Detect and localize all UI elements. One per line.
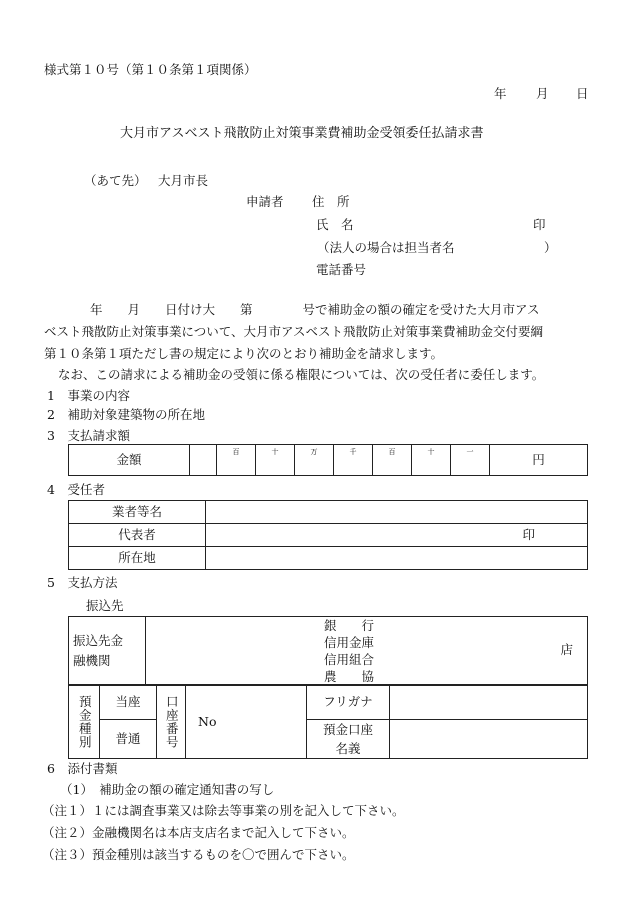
bank-label-line-1: 振込先金 <box>73 632 124 648</box>
amount-unit-ten-million[interactable]: 十 <box>256 445 295 476</box>
branch-label: 店 <box>560 642 573 657</box>
deposit-type-label: 預金種別 <box>69 686 100 759</box>
corporate-note-close: ） <box>544 240 557 255</box>
delegate-seal-mark: 印 <box>522 526 535 542</box>
bank-table <box>68 616 588 685</box>
attachment-item-1: （1） 補助金の額の確定通知書の写し <box>60 782 275 797</box>
applicant-name-label: 氏 名 <box>316 217 354 232</box>
bank-label-line-2: 融機関 <box>73 652 111 668</box>
delegate-table <box>68 500 588 570</box>
note-1: （注１）１には調査事業又は除去等事業の別を記入して下さい。 <box>42 803 405 818</box>
section-6-heading: 6 添付書類 <box>47 761 118 776</box>
amount-unit-one[interactable]: 一 <box>451 445 490 476</box>
section-4-heading: 4 受任者 <box>47 482 105 497</box>
amount-unit-ten-thousand[interactable]: 万 <box>295 445 334 476</box>
amount-unit-ten[interactable]: 十 <box>412 445 451 476</box>
amount-digit-cell[interactable] <box>190 445 217 476</box>
date-month: 月 <box>536 86 549 101</box>
account-table <box>68 685 588 759</box>
date-day: 日 <box>576 86 589 101</box>
amount-table <box>68 444 588 476</box>
amount-unit-hundred[interactable]: 百 <box>373 445 412 476</box>
deposit-type-current[interactable]: 当座 <box>100 686 157 720</box>
bank-type-ja: 農 協 <box>324 669 375 684</box>
body-paragraph-2: なお、この請求による補助金の受領に係る権限については、次の受任者に委任します。 <box>58 367 545 382</box>
body-line-1: 年 月 日付け大 第 号で補助金の額の確定を受けた大月市アス <box>90 302 540 317</box>
account-holder-label: 預金口座 名義 <box>307 720 390 759</box>
furigana-label: フリガナ <box>307 686 390 720</box>
account-number-label: 口座番号 <box>157 686 186 759</box>
deposit-type-ordinary[interactable]: 普通 <box>100 720 157 759</box>
bank-type-bank: 銀 行 <box>324 618 375 633</box>
form-number: 様式第１０号（第１０条第１項関係） <box>44 62 257 77</box>
delegate-representative-label: 代表者 <box>69 524 206 547</box>
body-line-3: 第１０条第１項ただし書の規定により次のとおり補助金を請求します。 <box>44 346 444 361</box>
account-no-prefix: No <box>198 713 217 729</box>
addressee-label: （あて先） <box>84 173 147 188</box>
addressee-name: 大月市長 <box>158 173 209 188</box>
date-year: 年 <box>494 86 507 101</box>
applicant-seal-mark: 印 <box>533 217 546 232</box>
bank-name-field[interactable] <box>146 617 588 685</box>
section-3-heading: 3 支払請求額 <box>47 428 130 443</box>
document-title: 大月市アスベスト飛散防止対策事業費補助金受領委任払請求書 <box>120 126 484 141</box>
delegate-company-field[interactable] <box>206 501 588 524</box>
section-1-heading: 1 事業の内容 <box>47 388 130 403</box>
furigana-field[interactable] <box>390 686 588 720</box>
applicant-label: 申請者 <box>246 194 284 209</box>
applicant-address-label: 住 所 <box>312 194 350 209</box>
delegate-location-label: 所在地 <box>69 547 206 570</box>
account-number-field[interactable] <box>186 686 307 759</box>
amount-label: 金額 <box>69 445 190 476</box>
note-3: （注３）預金種別は該当するものを〇で囲んで下さい。 <box>42 847 355 862</box>
bank-label <box>69 617 146 685</box>
amount-currency: 円 <box>490 445 588 476</box>
bank-type-shinkin: 信用金庫 <box>324 635 375 650</box>
section-5-heading: 5 支払方法 <box>47 575 118 590</box>
bank-type-list <box>324 617 374 685</box>
delegate-company-label: 業者等名 <box>69 501 206 524</box>
section-2-heading: 2 補助対象建築物の所在地 <box>47 407 205 422</box>
bank-type-credit-union: 信用組合 <box>324 652 375 667</box>
account-holder-field[interactable] <box>390 720 588 759</box>
amount-unit-hundred-million[interactable]: 百 <box>217 445 256 476</box>
amount-unit-thousand[interactable]: 千 <box>334 445 373 476</box>
delegate-location-field[interactable] <box>206 547 588 570</box>
delegate-representative-field[interactable] <box>206 524 588 547</box>
transfer-subtitle: 振込先 <box>86 598 124 613</box>
corporate-note: （法人の場合は担当者名 <box>317 240 455 255</box>
applicant-phone-label: 電話番号 <box>316 262 367 277</box>
body-line-2: ベスト飛散防止対策事業について、大月市アスベスト飛散防止対策事業費補助金交付要綱 <box>44 324 544 339</box>
note-2: （注２）金融機関名は本店支店名まで記入して下さい。 <box>42 825 355 840</box>
